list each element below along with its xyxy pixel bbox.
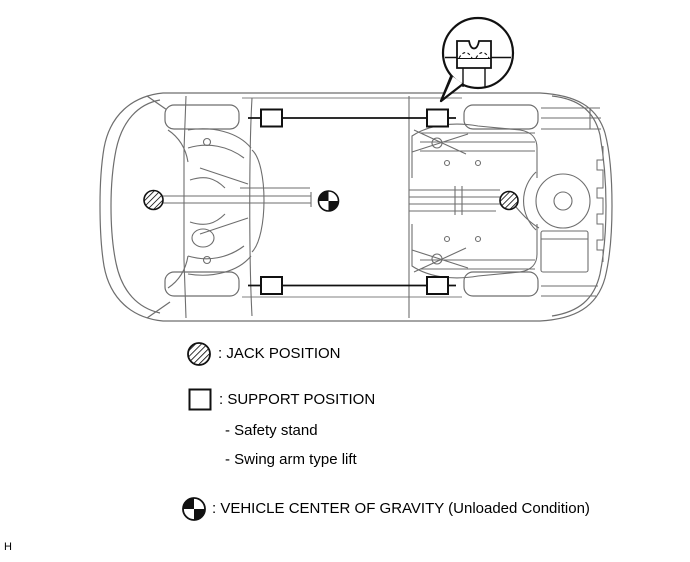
support-position-marker-front-top [261, 110, 282, 127]
support-sub-item-safety-stand: - Safety stand [225, 422, 318, 439]
support-position-marker-front-bottom [261, 277, 282, 294]
support-position-marker-rear-top [427, 110, 448, 127]
legend-center-of-gravity [181, 496, 590, 522]
center-of-gravity-marker [319, 191, 339, 211]
legend-jack-position [186, 341, 341, 367]
car-body-linework [100, 93, 612, 321]
support-position-marker-rear-bottom [427, 277, 448, 294]
center-of-gravity-label: : VEHICLE CENTER OF GRAVITY (Unloaded Condition) [212, 500, 590, 517]
support-position-icon [188, 388, 212, 411]
jack-position-marker-front [144, 191, 163, 210]
spare-tire [536, 174, 590, 228]
muffler [541, 231, 588, 272]
page-footer-mark: H [4, 541, 12, 553]
center-of-gravity-icon [181, 496, 207, 522]
legend-support-position [188, 388, 375, 411]
rear-bumper-trim [597, 146, 603, 262]
support-position-label: : SUPPORT POSITION [219, 390, 376, 408]
jack-position-marker-rear [500, 192, 518, 210]
jack-position-icon [186, 341, 212, 367]
jack-position-label: : JACK POSITION [218, 345, 341, 362]
support-sub-item-swing-arm-lift: - Swing arm type lift [225, 451, 357, 468]
wheel-rear-bottom [464, 272, 538, 296]
support-detail-callout [441, 18, 513, 101]
wheel-front-top [165, 105, 239, 129]
